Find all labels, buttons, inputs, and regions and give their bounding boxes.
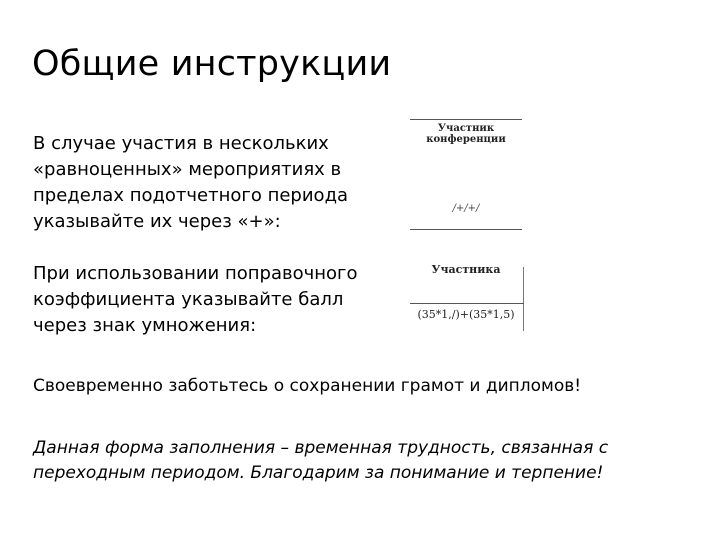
certificates-reminder: Своевременно заботьтесь о сохранении грамот и дипломов!: [33, 376, 582, 396]
table-rule: [523, 267, 524, 331]
text-line: В случае участия в нескольких: [33, 133, 329, 154]
example-table-plus: [410, 114, 522, 230]
text-line: Данная форма заполнения – временная трудность, связанная с: [33, 438, 609, 458]
instruction-plus-paragraph: [33, 131, 348, 235]
text-line: «равноценных» мероприятиях в: [33, 159, 342, 180]
table-rule: [410, 229, 522, 230]
table-header-line: Участник: [437, 123, 495, 134]
text-line: через знак умножения:: [33, 315, 257, 336]
table-header-line: конференции: [426, 134, 506, 145]
table-header: [410, 123, 522, 145]
text-line: пределах подотчетного периода: [33, 185, 349, 206]
table-rule: [410, 119, 522, 120]
table-rule: [410, 303, 524, 304]
instruction-multiply-paragraph: [33, 261, 358, 339]
text-line: При использовании поправочного: [33, 263, 358, 284]
page-title: Общие инструкции: [32, 44, 392, 84]
table-cell: /+/+/: [452, 203, 480, 214]
table-cell: (35*1,/)+(35*1,5): [417, 308, 515, 321]
example-table-multiply: [408, 263, 524, 331]
temporary-form-note: [33, 436, 608, 486]
text-line: переходным периодом. Благодарим за понимание и терпение!: [33, 463, 604, 483]
table-header: Участника: [431, 263, 501, 276]
text-line: указывайте их через «+»:: [33, 211, 281, 232]
text-line: коэффициента указывайте балл: [33, 289, 344, 310]
